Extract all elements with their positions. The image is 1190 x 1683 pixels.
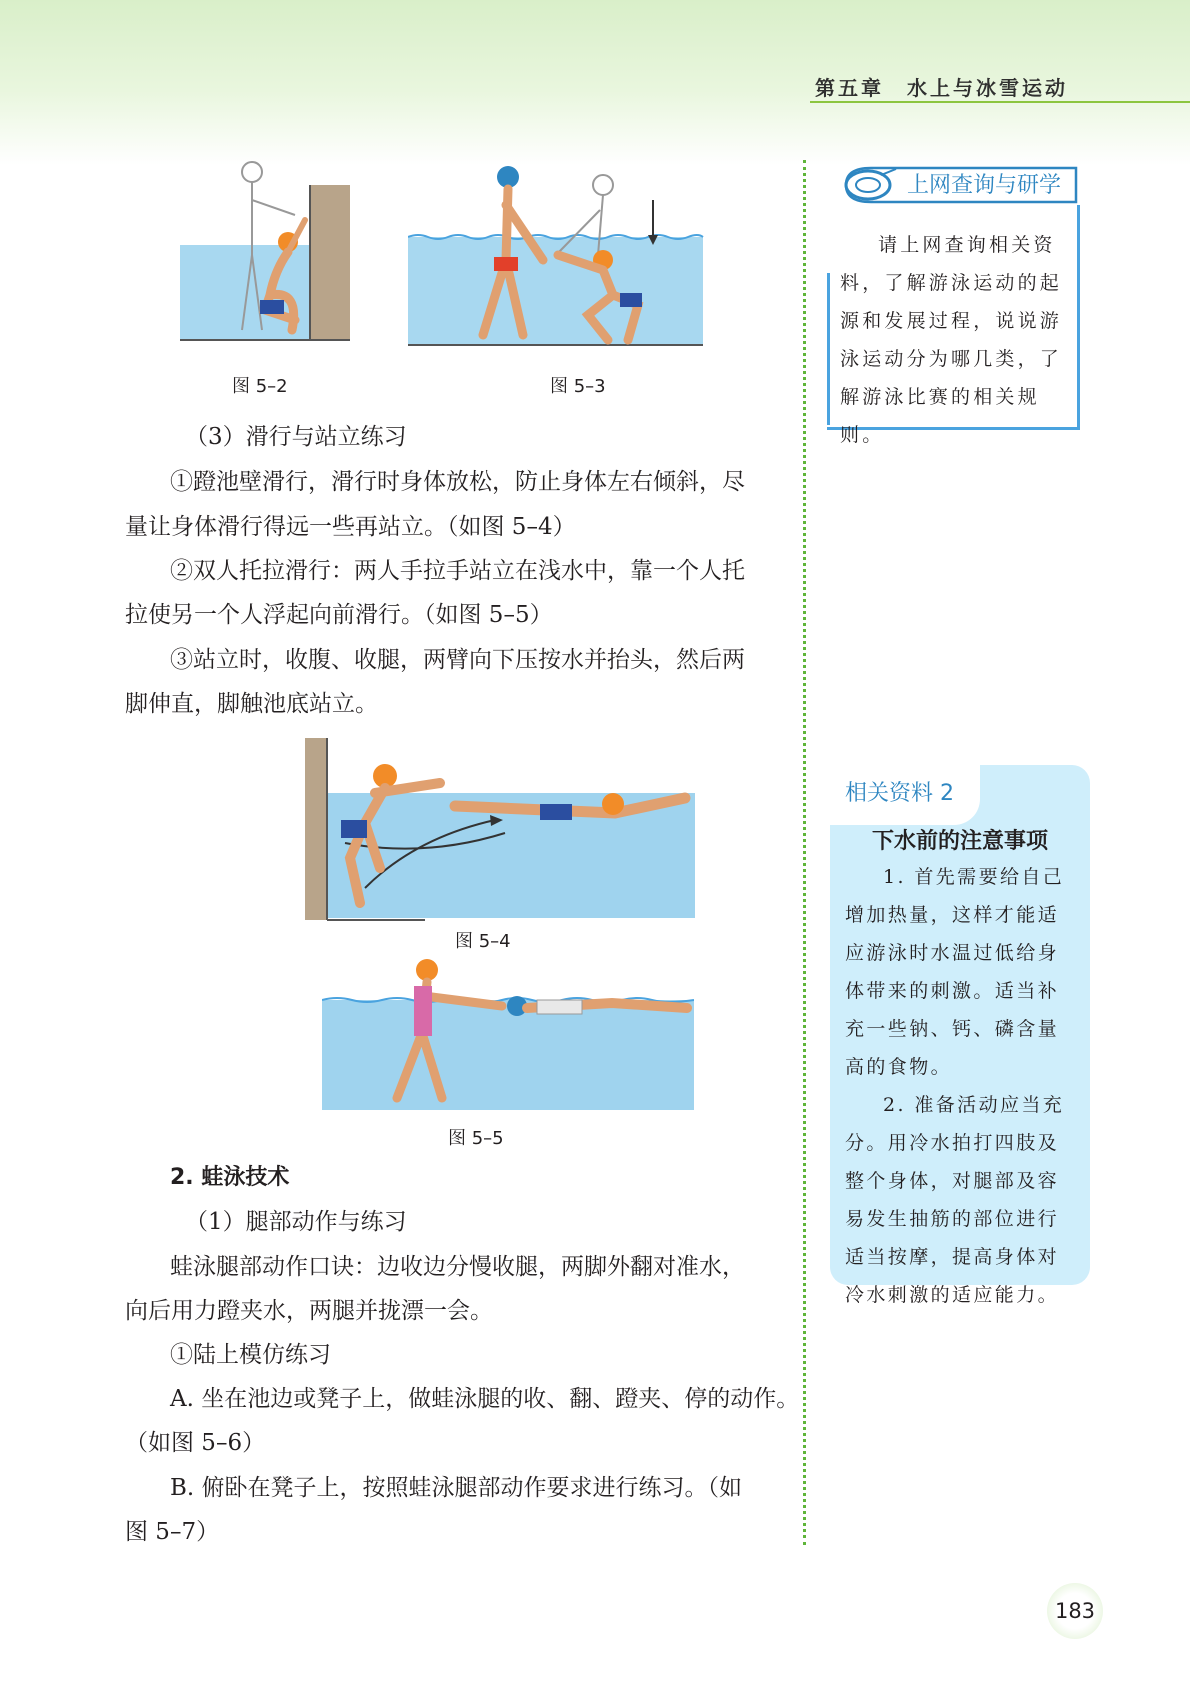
caption-fig-5-3: 图 5–3: [550, 376, 606, 397]
header-rule: [810, 101, 1190, 103]
research-left-bar: [827, 273, 830, 425]
info-text: [845, 858, 1077, 1314]
paragraph-line: ②双人托拉滑行：两人手拉手站立在浅水中，靠一个人托: [170, 558, 745, 584]
column-divider: [803, 160, 806, 1545]
paragraph-line: 脚伸直，脚触池底站立。: [125, 691, 378, 717]
paragraph-line: 蛙泳腿部动作口诀：边收边分慢收腿，两脚外翻对准水，: [170, 1254, 745, 1280]
page-number: 183: [1047, 1583, 1103, 1639]
subheading-leg-practice: （1）腿部动作与练习: [185, 1209, 407, 1235]
chapter-title: 第五章 水上与冰雪运动: [815, 76, 1068, 100]
paragraph-line: B. 俯卧在凳子上，按照蛙泳腿部动作要求进行练习。（如: [170, 1475, 743, 1501]
subheading-glide-practice: （3）滑行与站立练习: [185, 424, 407, 450]
paragraph-line: ①蹬池壁滑行，滑行时身体放松，防止身体左右倾斜，尽: [170, 469, 745, 495]
info-label: 相关资料 2: [845, 781, 954, 806]
caption-fig-5-5: 图 5–5: [448, 1128, 504, 1149]
paragraph-line: 图 5–7）: [125, 1519, 220, 1545]
paragraph-line: 拉使另一个人浮起向前滑行。（如图 5–5）: [125, 602, 553, 628]
info-title: 下水前的注意事项: [871, 829, 1048, 854]
section-heading: 2. 蛙泳技术: [170, 1165, 290, 1190]
paragraph-line: （如图 5–6）: [125, 1430, 266, 1456]
paragraph-line: A. 坐在池边或凳子上，做蛙泳腿的收、翻、蹬夹、停的动作。: [170, 1386, 800, 1412]
caption-fig-5-4: 图 5–4: [455, 931, 511, 952]
paragraph-line: 向后用力蹬夹水，两腿并拢漂一会。: [125, 1298, 493, 1324]
figure-5-5: [322, 958, 694, 1110]
research-text: 请上网查询相关资料，了解游泳运动的起源和发展过程，说说游泳运动分为哪几类，了解游泳比赛的相关规则。: [840, 234, 1063, 446]
caption-fig-5-2: 图 5–2: [232, 376, 288, 397]
paragraph-line: ③站立时，收腹、收腿，两臂向下压按水并抬头，然后两: [170, 647, 745, 673]
info-paragraph: 2. 准备活动应当充分。用冷水拍打四肢及整个身体，对腿部及容易发生抽筋的部位进行适当按摩，提高身体对冷水刺激的适应能力。: [845, 1094, 1065, 1306]
info-paragraph: 1. 首先需要给自己增加热量，这样才能适应游泳时水温过低给身体带来的刺激。适当补充一些钠、钙、磷含量高的食物。: [845, 866, 1065, 1078]
research-title: 上网查询与研学: [907, 173, 1062, 198]
figure-5-3: [408, 165, 708, 365]
figure-5-2: [180, 160, 360, 360]
paragraph-line: ①陆上模仿练习: [170, 1342, 331, 1368]
paragraph-line: 量让身体滑行得远一些再站立。（如图 5–4）: [125, 514, 576, 540]
figure-5-4: [305, 738, 695, 923]
